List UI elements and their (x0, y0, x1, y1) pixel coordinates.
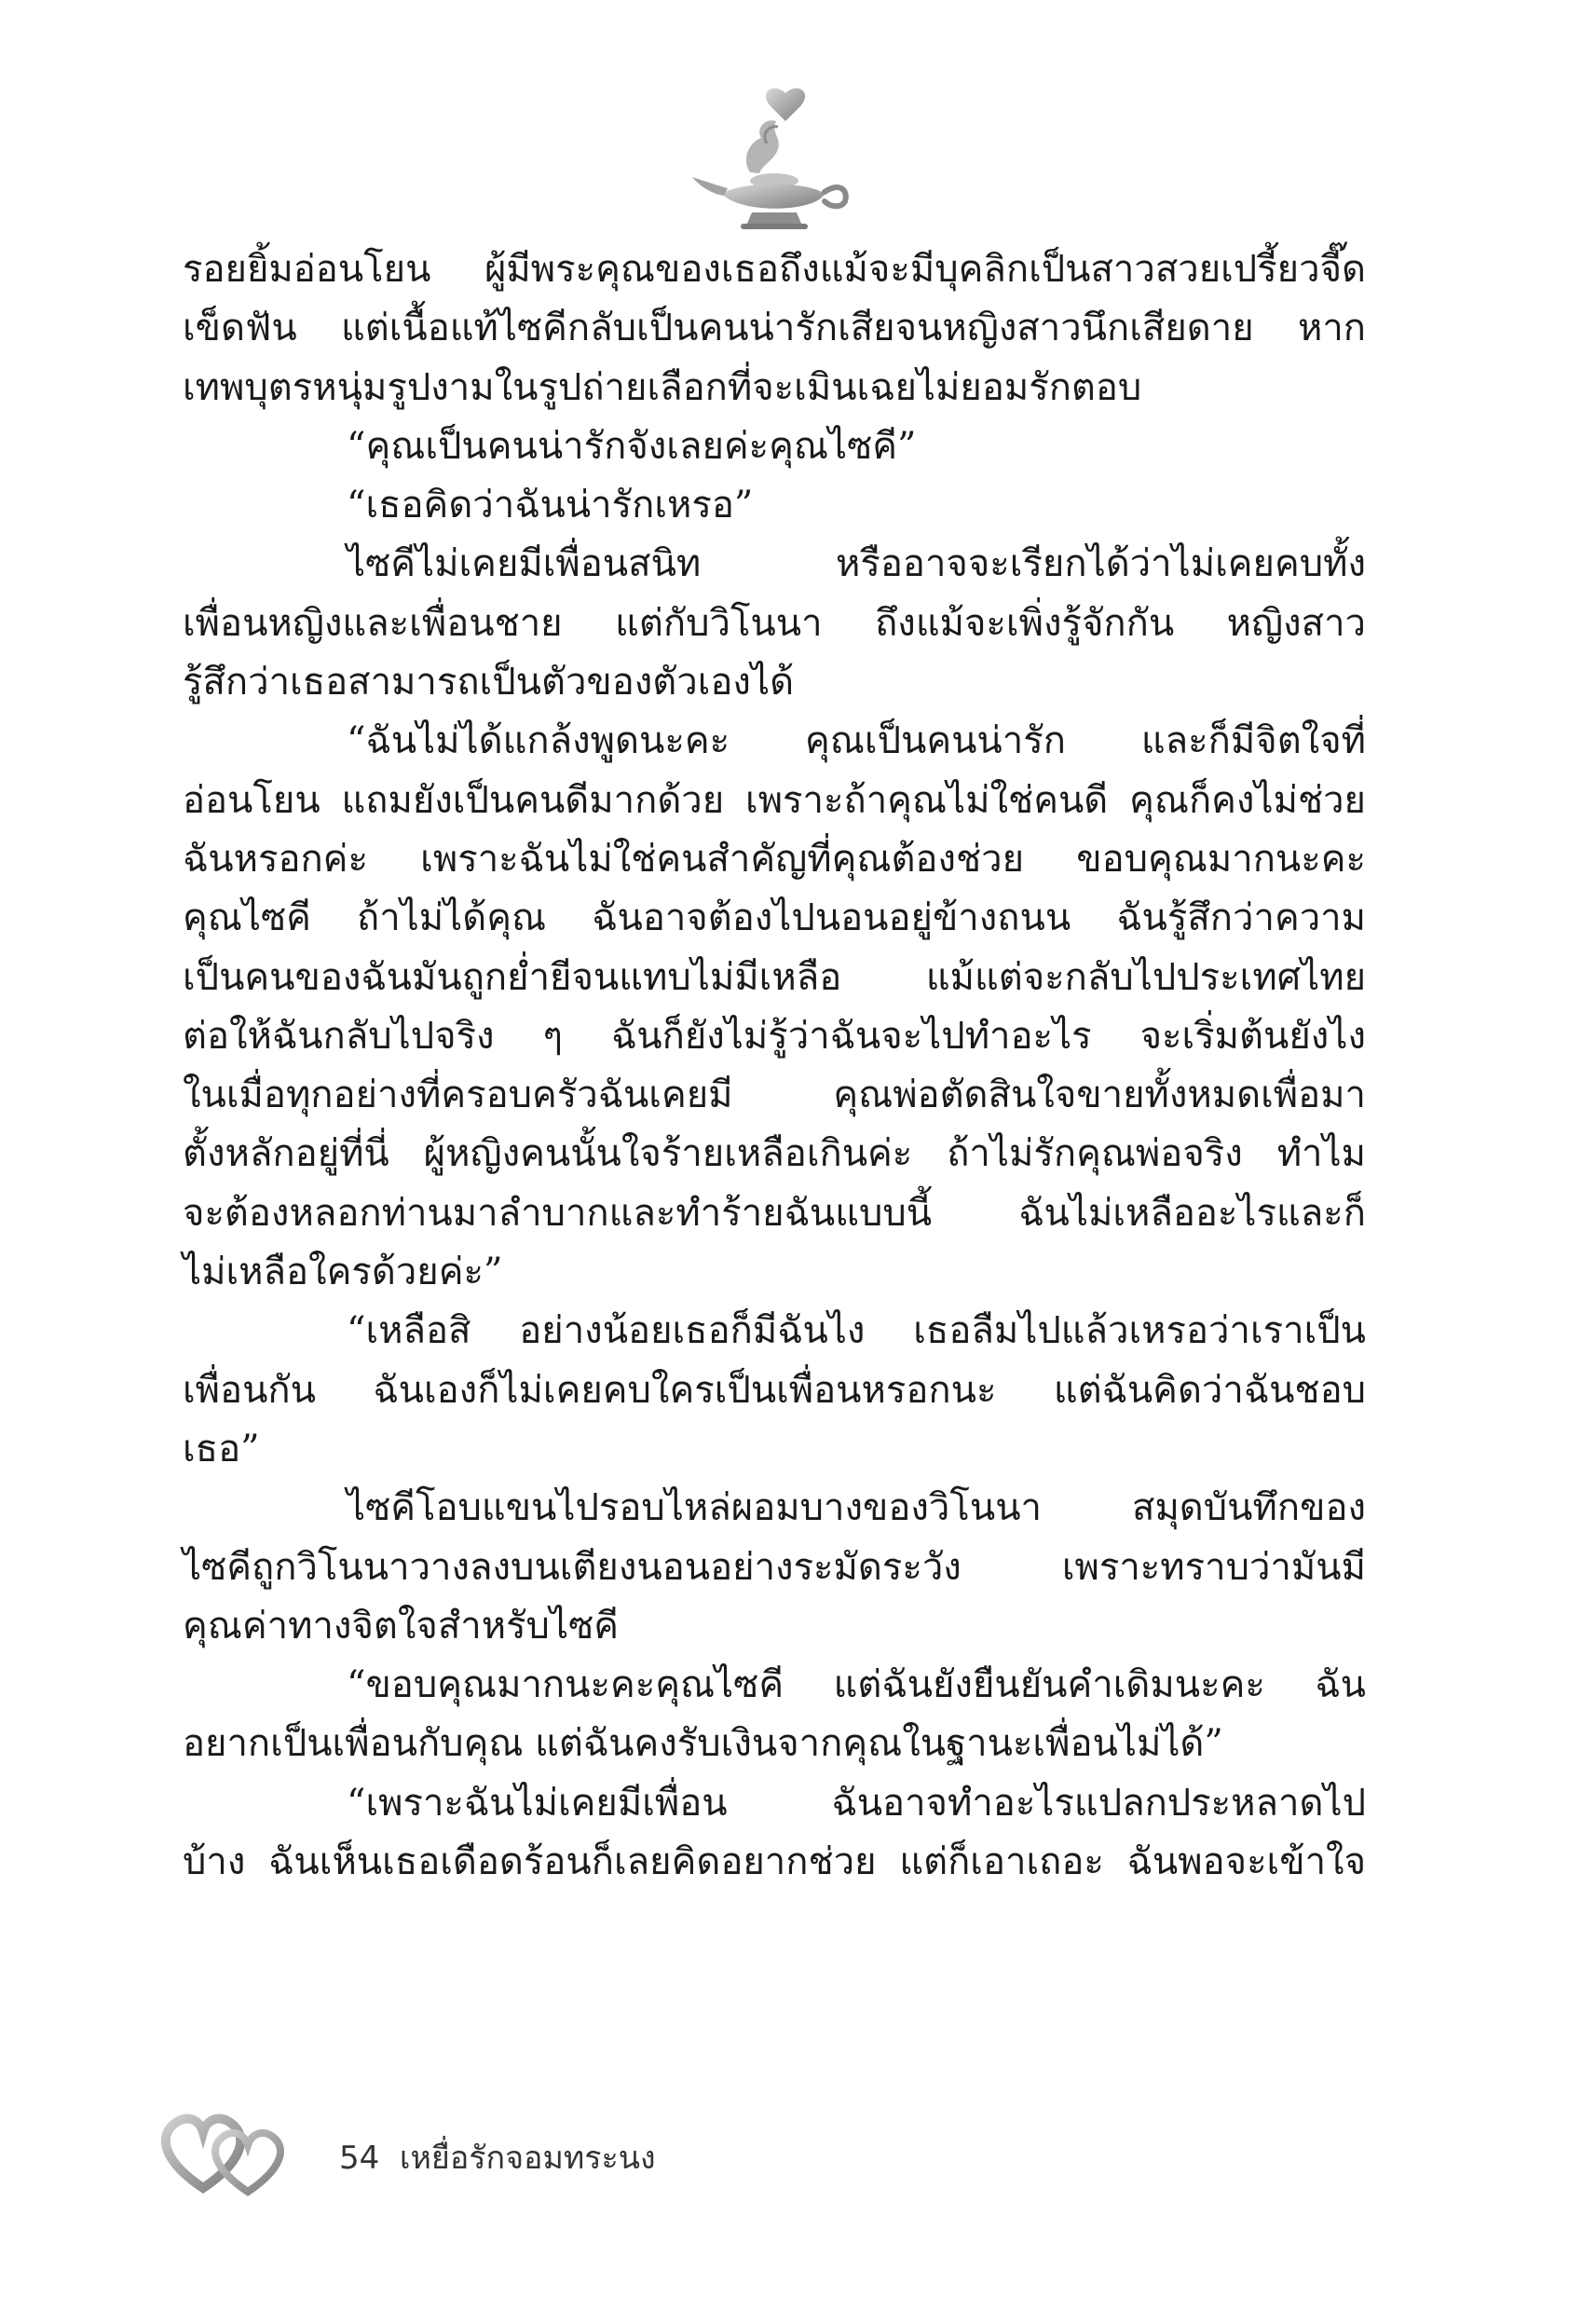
text-line: บ้าง ฉันเห็นเธอเดือดร้อนก็เลยคิดอยากช่วย แต่ก็เอาเถอะ ฉันพอจะเข้าใจ (183, 1840, 1366, 1884)
text-line: “เธอคิดว่าฉันน่ารักเหรอ” (347, 484, 754, 527)
text-line: เพื่อนหญิงและเพื่อนชาย แต่กับวิโนนา ถึงแม้จะเพิ่งรู้จักกัน หญิงสาว (183, 601, 1366, 645)
text-line: ในเมื่อทุกอย่างที่ครอบครัวฉันเคยมี คุณพ่อตัดสินใจขายทั้งหมดเพื่อมา (183, 1073, 1366, 1117)
book-title: เหยื่อรักจอมทระนง (399, 2140, 656, 2177)
body-text (183, 240, 1366, 1892)
text-line: ไซคีโอบแขนไปรอบไหล่ผอมบางของวิโนนา สมุดบันทึกของ (347, 1486, 1366, 1530)
text-line: “เพราะฉันไม่เคยมีเพื่อน ฉันอาจทำอะไรแปลกประหลาดไป (347, 1781, 1366, 1825)
text-line: “คุณเป็นคนน่ารักจังเลยค่ะคุณไซคี” (347, 424, 917, 468)
text-line: “ฉันไม่ได้แกล้งพูดนะคะ คุณเป็นคนน่ารัก และก็มีจิตใจที่ (347, 719, 1366, 763)
text-line: เข็ดฟัน แต่เนื้อแท้ไซคีกลับเป็นคนน่ารักเสียจนหญิงสาวนึกเสียดาย หาก (183, 307, 1366, 350)
text-line: อ่อนโยน แถมยังเป็นคนดีมากด้วย เพราะถ้าคุณไม่ใช่คนดี คุณก็คงไม่ช่วย (183, 778, 1366, 822)
text-line: ไซคีไม่เคยมีเพื่อนสนิท หรืออาจจะเรียกได้ว่าไม่เคยคบทั้ง (347, 542, 1366, 586)
text-line: เทพบุตรหนุ่มรูปงามในรูปถ่ายเลือกที่จะเมินเฉยไม่ยอมรักตอบ (183, 365, 1142, 409)
text-line: ไซคีถูกวิโนนาวางลงบนเตียงนอนอย่างระมัดระวัง เพราะทราบว่ามันมี (183, 1545, 1366, 1589)
genie-lamp-heart-icon (685, 84, 853, 242)
text-line: รู้สึกว่าเธอสามารถเป็นตัวของตัวเองได้ (183, 661, 795, 704)
text-line: จะต้องหลอกท่านมาลำบากและทำร้ายฉันแบบนี้ ฉันไม่เหลืออะไรและก็ (183, 1191, 1366, 1235)
text-line: คุณค่าทางจิตใจสำหรับไซคี (183, 1604, 619, 1648)
page-number: 54 (339, 2140, 380, 2177)
text-line: เพื่อนกัน ฉันเองก็ไม่เคยคบใครเป็นเพื่อนหรอกนะ แต่ฉันคิดว่าฉันชอบ (183, 1368, 1366, 1412)
double-heart-icon (155, 2106, 294, 2199)
page-folio (339, 2132, 656, 2182)
text-line: “ขอบคุณมากนะคะคุณไซคี แต่ฉันยังยืนยันคำเดิมนะคะ ฉัน (347, 1663, 1366, 1707)
text-line: รอยยิ้มอ่อนโยน ผู้มีพระคุณของเธอถึงแม้จะมีบุคลิกเป็นสาวสวยเปรี้ยวจี๊ด (183, 248, 1366, 291)
text-line: ไม่เหลือใครด้วยค่ะ” (183, 1251, 503, 1294)
text-line: “เหลือสิ อย่างน้อยเธอก็มีฉันไง เธอลืมไปแล้วเหรอว่าเราเป็น (347, 1309, 1366, 1353)
page-footer (155, 2097, 807, 2199)
text-line: ตั้งหลักอยู่ที่นี่ ผู้หญิงคนนั้นใจร้ายเหลือเกินค่ะ ถ้าไม่รักคุณพ่อจริง ทำไม (183, 1132, 1366, 1176)
text-line: เธอ” (183, 1427, 260, 1470)
text-line: อยากเป็นเพื่อนกับคุณ แต่ฉันคงรับเงินจากคุณในฐานะเพื่อนไม่ได้” (183, 1722, 1223, 1766)
text-line: ฉันหรอกค่ะ เพราะฉันไม่ใช่คนสำคัญที่คุณต้องช่วย ขอบคุณมากนะคะ (183, 837, 1366, 881)
text-line: เป็นคนของฉันมันถูกย่ำยีจนแทบไม่มีเหลือ แม้แต่จะกลับไปประเทศไทย (183, 955, 1366, 999)
text-line: ต่อให้ฉันกลับไปจริง ๆ ฉันก็ยังไม่รู้ว่าฉันจะไปทำอะไร จะเริ่มต้นยังไง (183, 1014, 1366, 1058)
text-line: คุณไซคี ถ้าไม่ได้คุณ ฉันอาจต้องไปนอนอยู่ข้างถนน ฉันรู้สึกว่าความ (183, 896, 1366, 940)
